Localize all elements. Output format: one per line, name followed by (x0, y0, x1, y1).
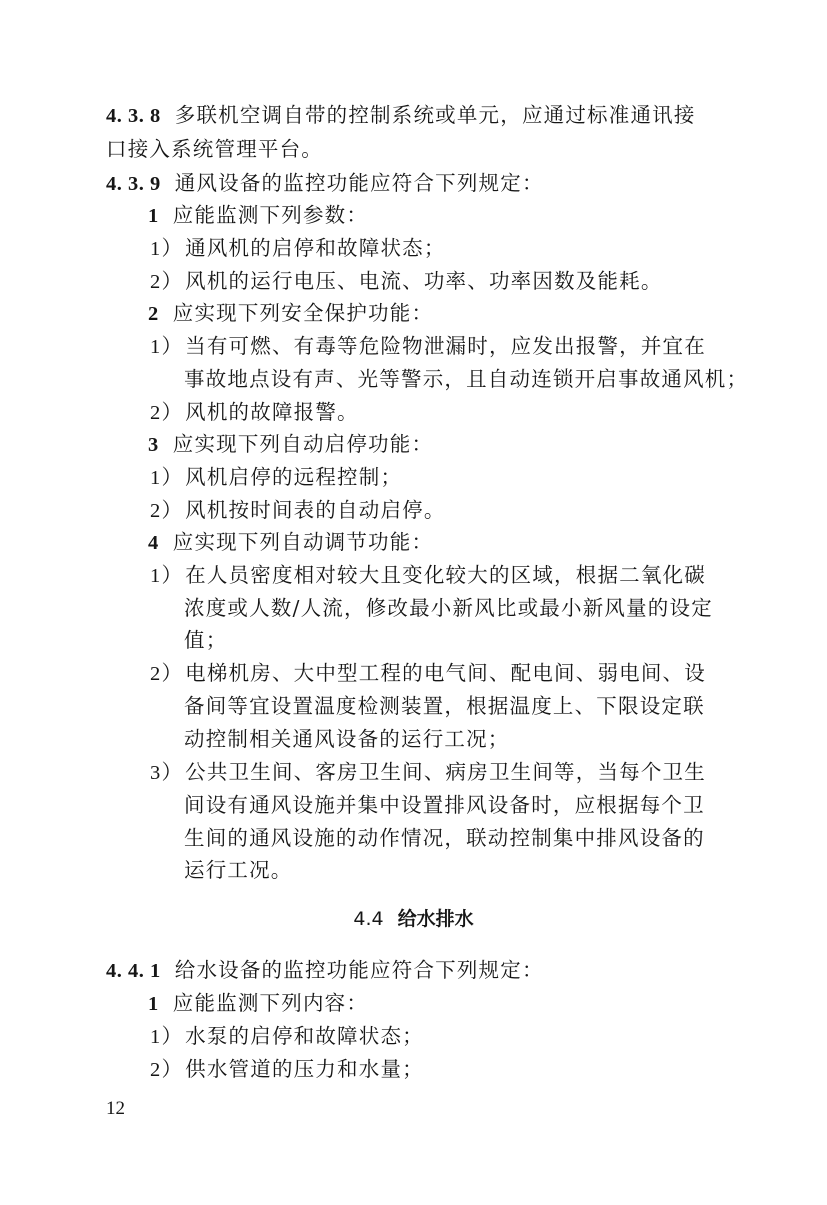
list-item-text: 公共卫生间、客房卫生间、病房卫生间等，当每个卫生 (185, 760, 706, 784)
list-item (0, 395, 827, 429)
paragraph-line (0, 132, 827, 166)
clause-4-3-9 (0, 166, 827, 200)
clause-4-4-1 (0, 953, 827, 987)
sub-item-3 (0, 427, 827, 461)
sub-item-number: 2 (148, 303, 159, 325)
list-item (0, 1052, 827, 1086)
list-item-text: 生间的通风设施的动作情况，联动控制集中排风设备的 (184, 826, 705, 850)
sub-item-1 (0, 198, 827, 232)
list-item-number: 1） (150, 467, 184, 489)
list-item-number: 2） (150, 500, 184, 522)
list-item-text: 供水管道的压力和水量； (185, 1057, 424, 1081)
list-item-text: 当有可燃、有毒等危险物泄漏时，应发出报警，并宜在 (185, 334, 706, 358)
clause-text: 通风设备的监控功能应符合下列规定： (174, 171, 544, 195)
list-item (0, 329, 827, 363)
sub-item-1 (0, 986, 827, 1020)
list-item-text: 风机按时间表的自动启停。 (185, 498, 446, 522)
list-item-continuation (0, 788, 827, 822)
list-item (0, 558, 827, 592)
sub-item-2 (0, 296, 827, 330)
sub-item-text: 应实现下列安全保护功能： (172, 301, 434, 325)
list-item-text: 间设有通风设施并集中设置排风设备时，应根据每个卫 (184, 793, 705, 817)
list-item-text: 备间等宜设置温度检测装置，根据温度上、下限设定联 (184, 694, 705, 718)
clause-text: 给水设备的监控功能应符合下列规定： (174, 958, 544, 982)
sub-item-text: 应实现下列自动启停功能： (172, 432, 434, 456)
list-item (0, 755, 827, 789)
sub-item-text: 应能监测下列内容： (172, 991, 369, 1015)
list-item-text: 风机的故障报警。 (185, 400, 359, 424)
list-item-continuation (0, 853, 827, 887)
list-item (0, 264, 827, 298)
list-item-number: 1） (150, 238, 184, 260)
list-item-text: 动控制相关通风设备的运行工况； (184, 727, 510, 751)
sub-item-number: 4 (148, 532, 159, 554)
list-item (0, 1019, 827, 1053)
clause-number: 4. 3. 9 (106, 173, 161, 195)
section-number: 4.4 (353, 908, 384, 930)
sub-item-number: 1 (148, 993, 159, 1015)
list-item-continuation (0, 821, 827, 855)
list-item-number: 3） (150, 762, 184, 784)
list-item-text: 电梯机房、大中型工程的电气间、配电间、弱电间、设 (185, 661, 706, 685)
clause-text: 多联机空调自带的控制系统或单元，应通过标准通讯接 (174, 103, 696, 127)
list-item-number: 2） (150, 1059, 184, 1081)
list-item-text: 风机启停的远程控制； (185, 465, 403, 489)
clause-4-3-8 (0, 98, 827, 132)
page-number: 12 (106, 1098, 125, 1119)
section-heading (0, 902, 827, 936)
list-item-text: 通风机的启停和故障状态； (185, 236, 446, 260)
list-item-text: 事故地点设有声、光等警示，且自动连锁开启事故通风机； (184, 367, 749, 391)
list-item (0, 493, 827, 527)
sub-item-number: 3 (148, 434, 159, 456)
clause-text: 口接入系统管理平台。 (106, 137, 323, 161)
section-title: 给水排水 (397, 908, 474, 930)
list-item-text: 风机的运行电压、电流、功率、功率因数及能耗。 (185, 269, 663, 293)
list-item-text: 浓度或人数/人流，修改最小新风比或最小新风量的设定 (184, 596, 713, 620)
sub-item-4 (0, 525, 827, 559)
list-item (0, 460, 827, 494)
list-item-text: 值； (184, 628, 228, 652)
sub-item-number: 1 (148, 205, 159, 227)
list-item-text: 运行工况。 (184, 858, 293, 882)
clause-number: 4. 4. 1 (106, 960, 161, 982)
list-item-continuation (0, 591, 827, 625)
sub-item-text: 应能监测下列参数： (172, 203, 369, 227)
list-item-text: 水泵的启停和故障状态； (185, 1024, 424, 1048)
list-item-number: 2） (150, 271, 184, 293)
list-item-number: 2） (150, 663, 184, 685)
clause-number: 4. 3. 8 (106, 105, 161, 127)
list-item-text: 在人员密度相对较大且变化较大的区域，根据二氧化碳 (185, 563, 706, 587)
list-item-number: 1） (150, 336, 184, 358)
list-item-continuation (0, 722, 827, 756)
list-item-continuation (0, 623, 827, 657)
list-item-number: 1） (150, 1026, 184, 1048)
list-item-continuation (0, 689, 827, 723)
list-item-number: 1） (150, 565, 184, 587)
list-item (0, 231, 827, 265)
sub-item-text: 应实现下列自动调节功能： (172, 530, 434, 554)
list-item-continuation (0, 362, 827, 396)
list-item (0, 656, 827, 690)
list-item-number: 2） (150, 402, 184, 424)
